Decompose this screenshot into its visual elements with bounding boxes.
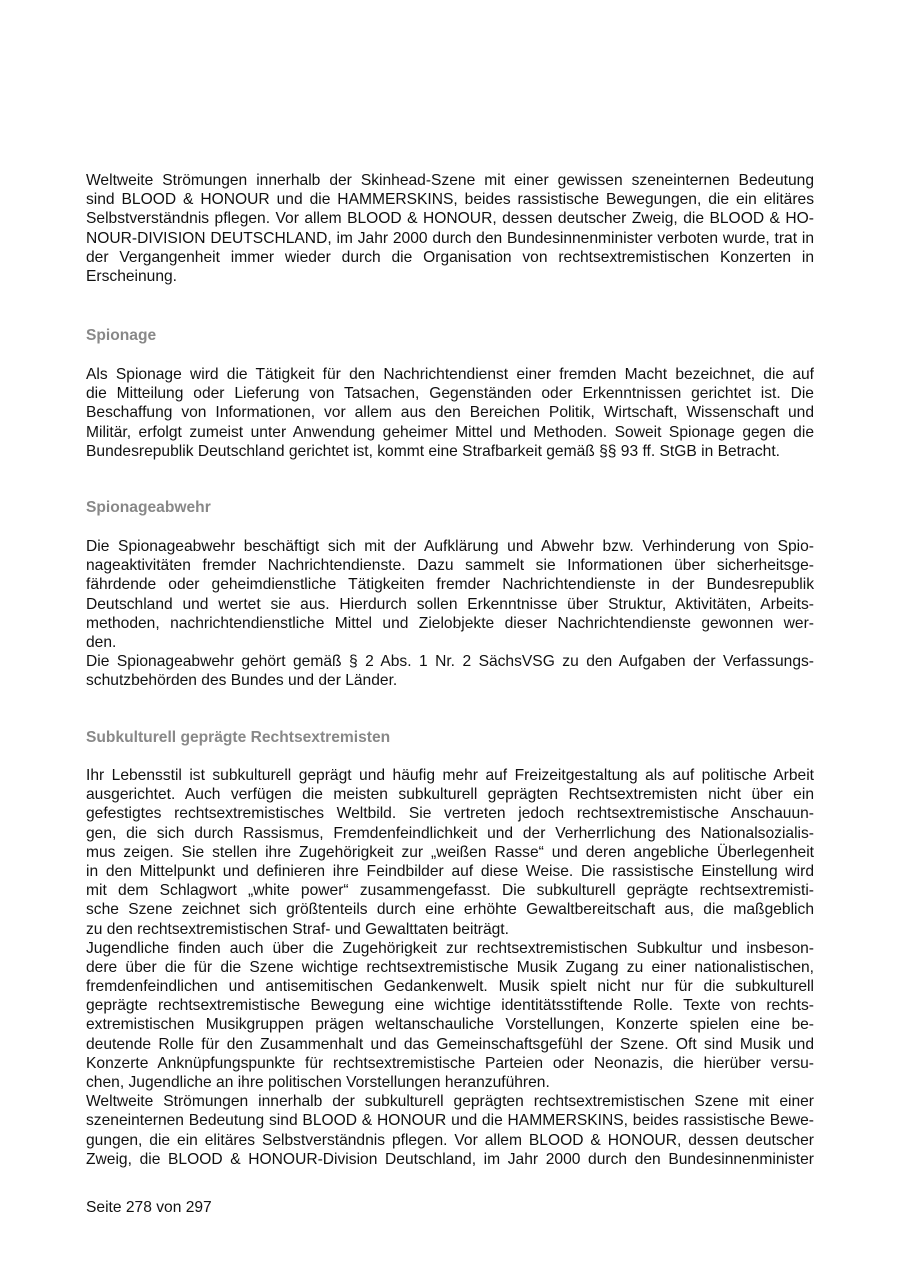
text-line: Jugendliche finden auch über die Zugehörigkeit zur rechtsextremistischen Subkultur und insbeson- [86, 939, 814, 957]
text-line: deutende Rolle für den Zusammenhalt und das Gemeinschaftsgefühl der Szene. Oft sind Musik und [86, 1035, 814, 1053]
text-line: chen, Jugendliche an ihre politischen Vorstellungen heranzuführen. [86, 1074, 550, 1091]
text-line: sche Szene zeichnet sich größtenteils durch eine erhöhte Gewaltbereitschaft aus, die maßgeblich [86, 901, 814, 919]
text-line: nageaktivitäten fremder Nachrichtendienste. Dazu sammelt sie Informationen über sicherheitsge- [86, 557, 814, 575]
section-heading-subkulturell: Subkulturell geprägte Rechtsextremisten [86, 729, 391, 746]
text-line: methoden, nachrichtendienstliche Mittel und Zielobjekte dieser Nachrichtendienste gewonnen wer- [86, 614, 814, 632]
text-line: den. [86, 633, 117, 651]
text-line: Weltweite Strömungen innerhalb der Skinhead-Szene mit einer gewissen szeneinternen Bedeutung [86, 172, 814, 189]
subkulturell-paragraph [86, 766, 814, 1169]
text-line: Die Spionageabwehr gehört gemäß § 2 Abs. 1 Nr. 2 SächsVSG zu den Aufgaben der Verfassungs- [86, 653, 814, 671]
text-line: ausgerichtet. Auch verfügen die meisten subkulturell geprägten Rechtsextremisten nicht über ein [86, 786, 814, 804]
text-line: NOUR-DIVISION DEUTSCHLAND, im Jahr 2000 durch den Bundesinnenminister verboten wurde, trat in [86, 229, 814, 247]
text-line: schutzbehörden des Bundes und der Länder. [86, 672, 398, 690]
text-line: Ihr Lebensstil ist subkulturell geprägt und häufig mehr auf Freizeitgestaltung als auf politische Arbeit [86, 767, 814, 784]
text-line: gungen, die ein elitäres Selbstverständnis pflegen. Vor allem BLOOD & HONOUR, dessen deutscher [86, 1131, 814, 1149]
text-line: Als Spionage wird die Tätigkeit für den Nachrichtendienst einer fremden Macht bezeichnet, die auf [86, 366, 814, 383]
text-line: fremdenfeindlichen und antisemitischen Gedankenwelt. Musik spielt nicht nur für die subkulturell [86, 978, 814, 996]
text-line: Deutschland und wertet sie aus. Hierdurch sollen Erkenntnisse über Struktur, Aktivitäten, Arbeits- [86, 595, 814, 613]
text-line: in den Mittelpunkt und definieren ihre Feindbilder auf diese Weise. Die rassistische Einstellung wird [86, 862, 814, 880]
text-line: mit dem Schlagwort „white power“ zusammengefasst. Die subkulturell geprägte rechtsextremisti- [86, 882, 814, 900]
section-heading-spionage: Spionage [86, 327, 157, 344]
text-line: sind BLOOD & HONOUR und die HAMMERSKINS, beides rassistische Bewegungen, die ein elitäres [86, 191, 814, 209]
text-line: dere über die für die Szene wichtige rechtsextremistische Musik Zugang zu einer nationalistischen, [86, 958, 814, 976]
text-line: Konzerte Anknüpfungspunkte für rechtsextremistische Parteien oder Neonazis, die hierüber versu- [86, 1054, 814, 1072]
text-line: zu den rechtsextremistischen Straf- und Gewalttaten beiträgt. [86, 920, 509, 938]
text-line: Erscheinung. [86, 267, 178, 285]
text-line: Zweig, die BLOOD & HONOUR-Division Deutschland, im Jahr 2000 durch den Bundesinnenminister [86, 1150, 814, 1168]
page-number: Seite 278 von 297 [86, 1199, 212, 1216]
text-line: geprägte rechtsextremistische Bewegung eine wichtige identitätsstiftende Rolle. Texte von rechts- [86, 997, 814, 1015]
text-line: Die Spionageabwehr beschäftigt sich mit der Aufklärung und Abwehr bzw. Verhinderung von Spio- [86, 538, 814, 555]
text-line: Weltweite Strömungen innerhalb der subkulturell geprägten rechtsextremistischen Szene mit einer [86, 1093, 814, 1111]
section-heading-spionageabwehr: Spionageabwehr [86, 499, 211, 516]
text-line: Militär, erfolgt zumeist unter Anwendung geheimer Mittel und Methoden. Soweit Spionage gegen die [86, 423, 814, 441]
text-line: gen, die sich durch Rassismus, Fremdenfeindlichkeit und der Verherrlichung des Nationalsozialis- [86, 824, 814, 842]
text-line: der Vergangenheit immer wieder durch die Organisation von rechtsextremistischen Konzerten in [86, 248, 814, 266]
text-line: die Mitteilung oder Lieferung von Tatsachen, Gegenständen oder Erkenntnissen gerichtet ist. Die [86, 385, 814, 403]
text-line: Selbstverständnis pflegen. Vor allem BLOOD & HONOUR, dessen deutscher Zweig, die BLOOD & HO- [86, 210, 814, 228]
text-line: mus zeigen. Sie stellen ihre Zugehörigkeit zur „weißen Rasse“ und deren angebliche Überlegenheit [86, 843, 814, 861]
text-line: szeneinternen Bedeutung sind BLOOD & HONOUR und die HAMMERSKINS, beides rassistische Bewe- [86, 1112, 814, 1130]
text-line: extremistischen Musikgruppen prägen weltanschauliche Vorstellungen, Konzerte spielen eine be- [86, 1016, 814, 1034]
spionageabwehr-paragraph [86, 537, 814, 691]
text-line: gefestigtes rechtsextremistisches Weltbild. Sie vertreten jedoch rechtsextremistische Anschauun- [86, 805, 814, 823]
intro-paragraph [86, 171, 814, 286]
text-line: fährdende oder geheimdienstliche Tätigkeiten fremder Nachrichtendienste in der Bundesrepublik [86, 576, 814, 594]
text-line: Bundesrepublik Deutschland gerichtet ist, kommt eine Strafbarkeit gemäß §§ 93 ff. StGB in Betracht. [86, 442, 780, 460]
text-line: Beschaffung von Informationen, vor allem aus den Bereichen Politik, Wirtschaft, Wissenschaft und [86, 404, 814, 422]
spionage-paragraph [86, 365, 814, 461]
